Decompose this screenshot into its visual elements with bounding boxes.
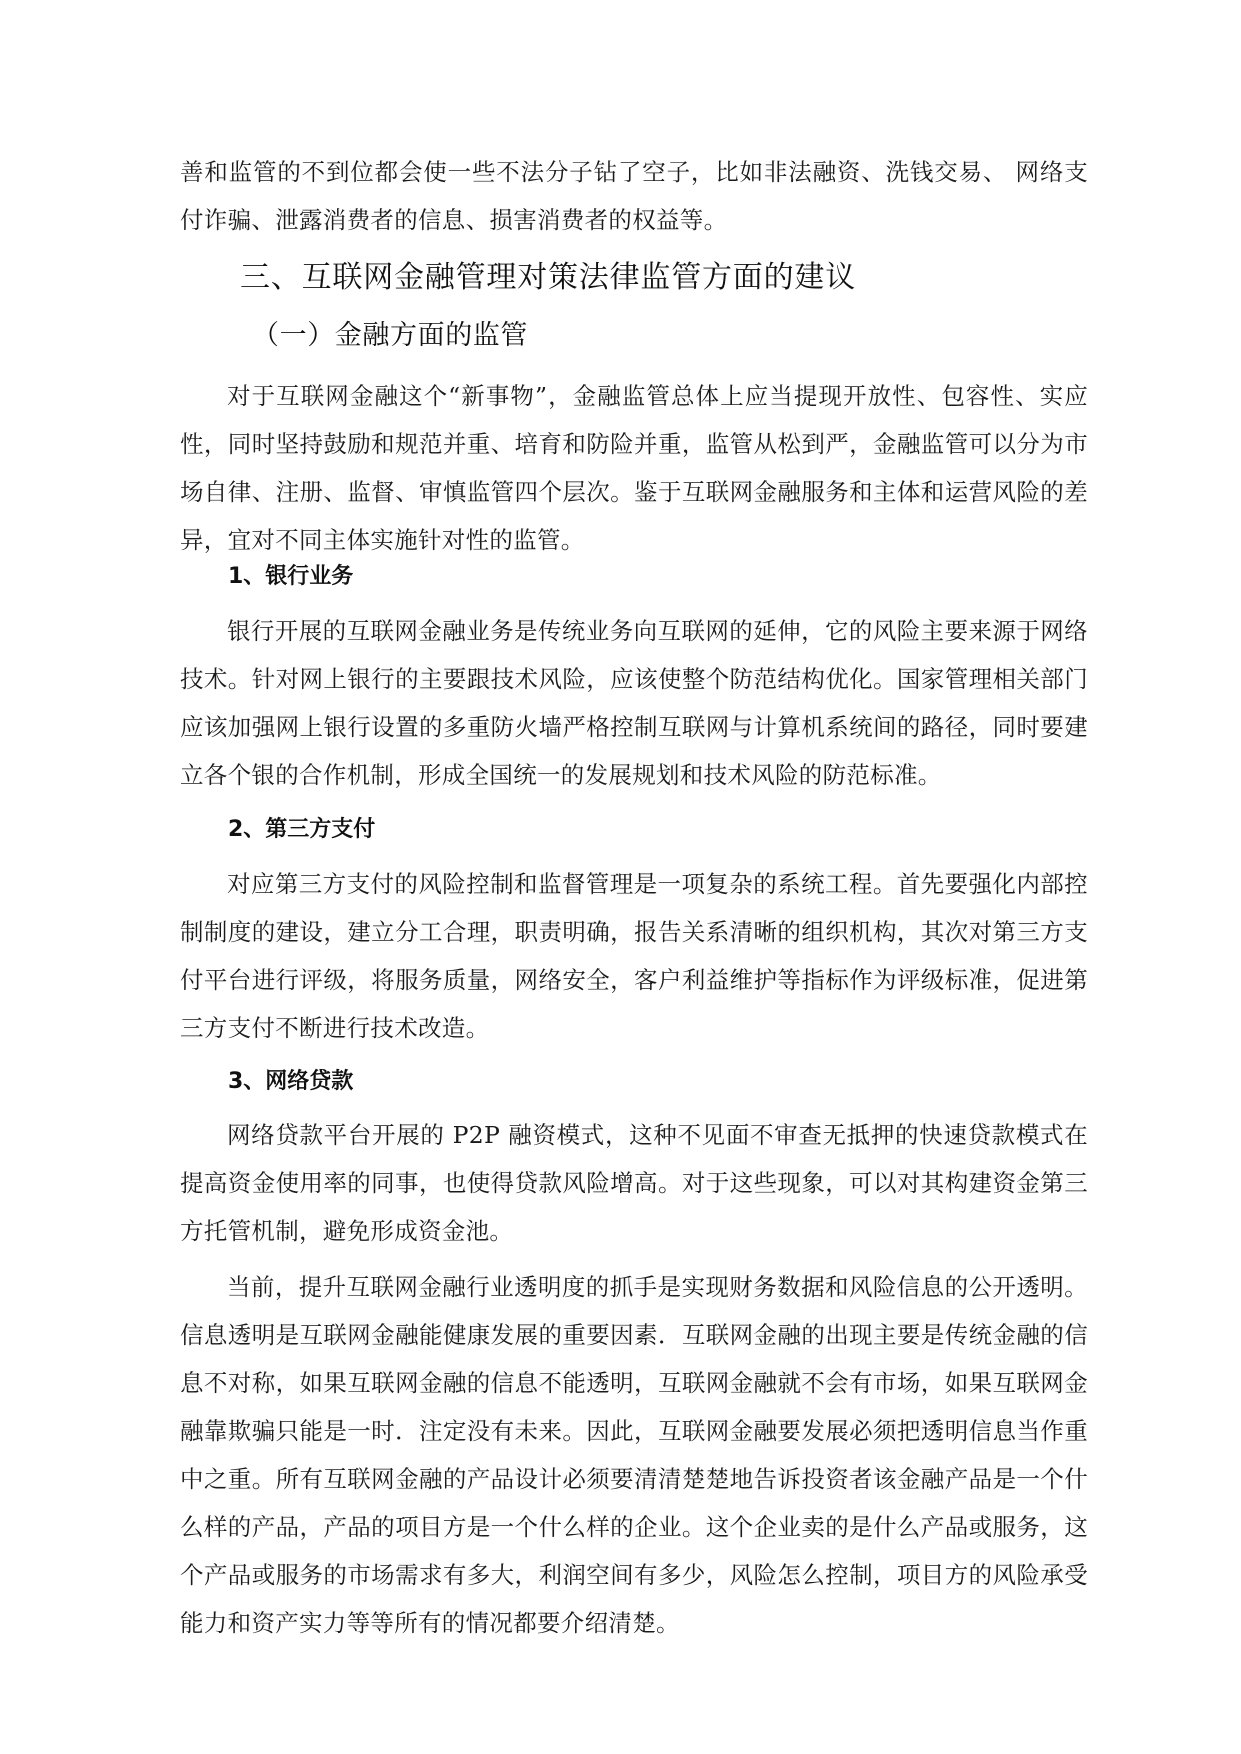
item-paragraph-banking: 银行开展的互联网金融业务是传统业务向互联网的延伸，它的风险主要来源于网络技术。针对网上银行的主要跟技术风险，应该使整个防范结构优化。国家管理相关部门应该加强网上银行设置的多重防火墙严格控制互联网与计算机系统间的路径，同时要建立各个银的合作机制，形成全国统一的发展规划和技术风险的防范标准。 <box>180 617 1088 789</box>
item-heading-third-party-payment: 2、第三方支付 <box>228 817 376 842</box>
section-title: 三、互联网金融管理对策法律监管方面的建议 <box>240 260 856 295</box>
closing-paragraph: 当前，提升互联网金融行业透明度的抓手是实现财务数据和风险信息的公开透明。信息透明是互联网金融能健康发展的重要因素．互联网金融的出现主要是传统金融的信息不对称，如果互联网金融的信息不能透明，互联网金融就不会有市场，如果互联网金融靠欺骗只能是一时．注定没有未来。因此，互联网金融要发展必须把透明信息当作重中之重。所有互联网金融的产品设计必须要清清楚楚地告诉投资者该金融产品是一个什么样的产品，产品的项目方是一个什么样的企业。这个企业卖的是什么产品或服务，这个产品或服务的市场需求有多大，利润空间有多少，风险怎么控制，项目方的风险承受能力和资产实力等等所有的情况都要介绍清楚。 <box>180 1273 1088 1637</box>
intro-paragraph: 善和监管的不到位都会使一些不法分子钻了空子，比如非法融资、洗钱交易、 网络支付诈骗、泄露消费者的信息、损害消费者的权益等。 <box>180 158 1088 234</box>
item-heading-online-lending: 3、网络贷款 <box>228 1069 354 1094</box>
subsection-title: （一）金融方面的监管 <box>252 320 528 351</box>
item-paragraph-online-lending: 网络贷款平台开展的 P2P 融资模式，这种不见面不审查无抵押的快速贷款模式在提高资金使用率的同事，也使得贷款风险增高。对于这些现象，可以对其构建资金第三方托管机制，避免形成资金池。 <box>180 1121 1088 1245</box>
subsection-paragraph: 对于互联网金融这个“新事物”，金融监管总体上应当提现开放性、包容性、实应性，同时坚持鼓励和规范并重、培育和防险并重，监管从松到严，金融监管可以分为市场自律、注册、监督、审慎监管四个层次。鉴于互联网金融服务和主体和运营风险的差异，宜对不同主体实施针对性的监管。 <box>180 382 1088 554</box>
item-paragraph-third-party-payment: 对应第三方支付的风险控制和监督管理是一项复杂的系统工程。首先要强化内部控制制度的建设，建立分工合理，职责明确，报告关系清晰的组织机构，其次对第三方支付平台进行评级，将服务质量，网络安全，客户利益维护等指标作为评级标准，促进第三方支付不断进行技术改造。 <box>180 870 1088 1042</box>
item-heading-banking: 1、银行业务 <box>228 564 354 589</box>
